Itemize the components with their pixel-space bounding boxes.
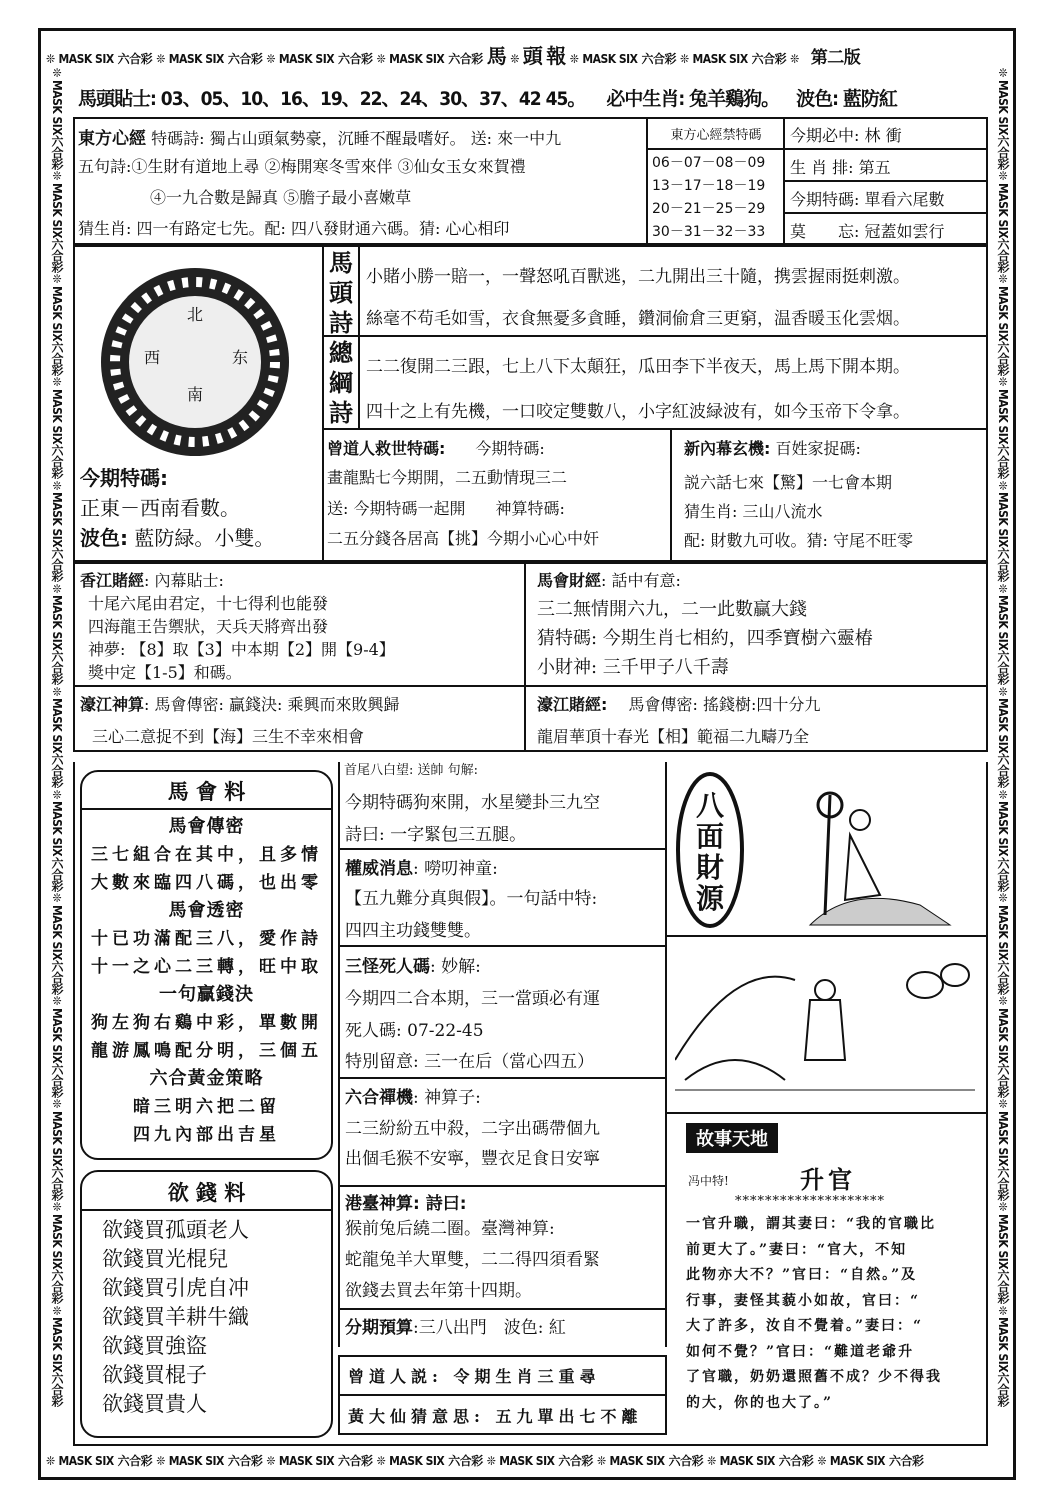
dongfang-title: 東方心經 [78, 129, 146, 149]
border-mask-text: MASK SIX [50, 1317, 64, 1373]
border-mask-text: MASK SIX [582, 52, 638, 66]
divider [670, 428, 672, 562]
story-body [686, 1212, 942, 1416]
info-label: 今期必中: [790, 126, 860, 145]
info-value: 冠蓋如雲行 [864, 222, 945, 241]
story-line: 前更大了。”妻曰：“官大，不知 [686, 1241, 908, 1258]
border-mask-text: MASK SIX [50, 595, 64, 651]
xinneimu-title: 新內幕玄機: [684, 439, 771, 458]
xiangjiang-title: 香江賭經 [80, 571, 145, 590]
mahuiliao-heading: 馬會透密 [168, 900, 245, 921]
divider [338, 1394, 667, 1396]
border-mask-text: MASK SIX [692, 52, 748, 66]
border-liuhecai-text: 六合彩 [996, 1165, 1010, 1201]
border-mask-text: MASK SIX [50, 182, 64, 238]
flower-icon: ❊ [996, 1303, 1010, 1317]
story-line: 的大，你的也大了。” [686, 1394, 834, 1411]
border-liuhecai-text: 六合彩 [50, 753, 64, 788]
border-mask-text: MASK SIX [50, 388, 64, 444]
wave-value: 藍防紅 [842, 88, 897, 110]
border-mask-text: MASK SIX [996, 1213, 1010, 1269]
xinneimu-line: 猜生肖: 三山八流水 [684, 502, 823, 521]
liuhe-sub: : 神算子: [413, 1088, 481, 1108]
zengdaoren-title: 曾道人救世特碼: [327, 439, 446, 458]
yuqianliao-line: 欲錢買棍子 [102, 1363, 207, 1387]
flower-icon: ❊ [996, 478, 1010, 492]
flower-icon: ❊ [996, 891, 1010, 905]
story-line: 了官職，奶奶還照舊不成？少不得我 [686, 1369, 942, 1385]
border-mask-text: MASK SIX [50, 1110, 64, 1166]
border-liuhecai-text: 六合彩 [996, 134, 1010, 170]
border-mask-text: MASK SIX [996, 182, 1010, 238]
border-liuhecai-text: 六合彩 [50, 237, 64, 273]
border-liuhecai-text: 六合彩 [996, 1062, 1010, 1098]
zengdaoren-line: 畫龍點七今期開，二五動情現三二 [327, 468, 568, 487]
forbidden-title: 東方心經禁特碼 [670, 128, 762, 143]
haojiang-dujing-title: 濠江賭經: [537, 695, 608, 714]
flower-icon: ❊ [50, 1097, 64, 1111]
info-label: 莫 忘: [790, 222, 860, 241]
flower-icon: ❊ [707, 1454, 716, 1468]
flower-icon: ❊ [46, 1454, 55, 1468]
flower-icon: ❊ [156, 52, 165, 66]
matou-tips-numbers: 03、05、10、16、19、22、24、30、37、42 45。 [160, 88, 586, 110]
border-mask-text: MASK SIX [996, 801, 1010, 857]
must-zodiac: 兔羊鷄狗。 [689, 88, 780, 110]
border-mask-text: MASK SIX [58, 52, 114, 66]
mahui-caijing-line: 小財神: 三千甲子八千壽 [537, 657, 729, 678]
tema-poem: 特碼詩: 獨占山頭氣勢豪，沉睡不醒最嗜好。 送: 來一中九 [151, 129, 562, 148]
xiangjiang-line: 神夢: 【8】取【3】中本期【2】開【9-4】 [88, 640, 395, 659]
mid-line: 今期特碼狗來開，水星變卦三九空 [345, 793, 600, 813]
divider [785, 180, 988, 182]
border-liuhecai-text: 六合彩 [50, 856, 64, 891]
border-liuhecai-text: 六合彩 [338, 1454, 373, 1468]
sanguai-title: 三怪死人碼 [345, 957, 430, 977]
border-liuhecai-text: 六合彩 [996, 547, 1010, 582]
info-label: 生 肖 排: [790, 158, 854, 177]
border-mask-text: MASK SIX [50, 904, 64, 960]
border-liuhecai-text: 六合彩 [996, 753, 1010, 788]
yuqianliao-line: 欲錢買強盜 [102, 1334, 207, 1358]
flower-icon: ❊ [996, 272, 1010, 286]
flower-icon: ❊ [996, 1097, 1010, 1111]
mid-line: 出個毛猴不安寧，豐衣足食日安寧 [345, 1149, 600, 1169]
left-border-strip [44, 66, 66, 1446]
left-tema-title: 今期特碼: [80, 466, 168, 490]
flower-icon: ❊ [50, 684, 64, 699]
divider [785, 212, 988, 214]
border-mask-text: MASK SIX [996, 79, 1010, 135]
story-line: 此物亦大不？”官曰：“自然。”及 [686, 1267, 918, 1283]
forbidden-list [652, 152, 765, 244]
paper-title-char: 報 [546, 44, 566, 68]
divider [338, 1308, 667, 1310]
bamian-caiyuan-text: 八 面 財 源 [695, 789, 724, 915]
divider [524, 562, 526, 752]
border-liuhecai-text: 六合彩 [50, 1269, 64, 1304]
dead-number-line: 死人碼: 07-22-45 [345, 1021, 484, 1041]
forbidden-row: 30－31－32－33 [652, 224, 766, 240]
zonggang-poem-line: 四十之上有先機，一口咬定雙數八，小字紅波緑波有，如今玉帝下令拿。 [366, 402, 910, 422]
must-zodiac-label: 必中生肖: [606, 88, 685, 110]
zonggang-poem-line: 二二復開二三跟，七上八下太顛狂，瓜田李下半夜天，馬上馬下開本期。 [366, 357, 910, 377]
xiangjiang-lines [88, 592, 395, 684]
border-mask-text: MASK SIX [278, 52, 335, 66]
flower-icon: ❊ [996, 66, 1010, 80]
bottom-border-strip [44, 1452, 1010, 1474]
mahuiliao-line: 龍游鳳鳴配分明，三個五 [91, 1041, 322, 1061]
flower-icon: ❊ [996, 787, 1010, 802]
border-liuhecai-text: 六合彩 [996, 340, 1010, 376]
mid-line: 特別留意: 三一在后（當心四五） [345, 1052, 595, 1072]
divider [338, 1185, 667, 1187]
border-liuhecai-text: 六合彩 [558, 1454, 593, 1468]
zonggang-poem-label: 總 綱 詩 [329, 339, 353, 427]
border-mask-text: MASK SIX [829, 1454, 885, 1468]
story-line: 如何不覺？”官曰：“難道老爺升 [686, 1343, 915, 1360]
flower-icon: ❊ [679, 52, 689, 66]
border-mask-text: MASK SIX [168, 1454, 224, 1468]
mid-line: 詩曰: 一字緊包三五腿。 [345, 825, 527, 845]
mahui-caijing-line: 猜特碼: 今期生肖七相約，四季寶樹六靈椿 [537, 628, 873, 649]
border-liuhecai-text: 六合彩 [50, 1372, 64, 1407]
border-mask-text: MASK SIX [50, 1007, 64, 1063]
border-mask-text: MASK SIX [50, 285, 64, 341]
flower-icon: ❊ [790, 52, 799, 66]
huangdaxian-guess: 黃大仙猜意思: 五九單出七不離 [348, 1407, 643, 1426]
mahuiliao-heading: 六合黃金策略 [149, 1068, 264, 1089]
story-section-tag: 故事天地 [686, 1123, 778, 1153]
mahuiliao-line: 大數來臨四八碼，也出零 [91, 873, 322, 893]
mahuiliao-line: 四九內部出吉星 [133, 1125, 280, 1145]
border-mask-text: MASK SIX [50, 79, 64, 135]
mahuiliao-line: 十已功滿配三八，愛作詩 [91, 929, 322, 949]
mahui-caijing-line: 三二無情開六九，二一此數贏大錢 [537, 599, 807, 620]
border-mask-text: MASK SIX [996, 1317, 1010, 1373]
mahuiliao-line: 狗左狗右鷄中彩，單數開 [91, 1013, 322, 1033]
wuju-line: ④一九合數是歸真 ⑤膽子最小喜嫩草 [150, 188, 412, 207]
flower-icon: ❊ [376, 52, 386, 66]
border-mask-text: MASK SIX [50, 801, 64, 857]
flower-icon: ❊ [50, 1200, 64, 1214]
flower-icon: ❊ [50, 787, 64, 802]
border-liuhecai-text: 六合彩 [50, 547, 64, 582]
man-with-bird-illustration [675, 940, 980, 1105]
matou-poem-line: 絲毫不苟毛如雪，衣食無憂多貪睡，鑽洞偷倉三更窮，温香暖玉化雲烟。 [366, 309, 910, 329]
liuhe-title: 六合禪機 [345, 1088, 413, 1108]
forbidden-row: 06－07－08－09 [652, 155, 766, 171]
border-liuhecai-text: 六合彩 [338, 52, 373, 66]
yuqianliao-line: 欲錢買引虎自冲 [102, 1276, 249, 1300]
border-liuhecai-text: 六合彩 [996, 959, 1010, 995]
wave-label: 波色: [796, 88, 838, 110]
border-liuhecai-text: 六合彩 [668, 1454, 704, 1468]
xinneimu-sub: 百姓家捉碼: [775, 439, 861, 458]
paper-title-char: 馬 [486, 44, 507, 68]
border-liuhecai-text: 六合彩 [50, 444, 64, 479]
border-liuhecai-text: 六合彩 [996, 856, 1010, 891]
wave-label: 波色: [80, 526, 128, 550]
flower-icon: ❊ [156, 1454, 165, 1468]
divider [80, 808, 333, 810]
compass-north: 北 [187, 305, 204, 324]
info-value: 第五 [858, 158, 891, 177]
border-liuhecai-text: 六合彩 [996, 237, 1010, 273]
flower-icon: ❊ [996, 994, 1010, 1008]
flower-icon: ❊ [50, 66, 64, 80]
haojiang-shensuan-title: 濠江神算 [80, 695, 145, 714]
divider [73, 685, 988, 687]
gangtai-title: 港臺神算: 詩曰: [345, 1194, 467, 1214]
yuqianliao-body [102, 1216, 249, 1419]
flower-icon: ❊ [510, 52, 519, 66]
border-liuhecai-text: 六合彩 [50, 959, 64, 995]
story-line: 行事，妻怪其藐小如故，官曰：“ [686, 1292, 921, 1309]
flower-icon: ❊ [569, 52, 579, 66]
zengdaoren-sub: 今期特碼: [475, 439, 545, 458]
haojiang-dujing-sub: 馬會傳密: 搖錢樹:四十分九 [628, 695, 821, 714]
border-mask-text: MASK SIX [996, 595, 1010, 651]
mid-line: 蛇龍兔羊大單雙，二二得四須看緊 [345, 1250, 600, 1270]
border-mask-text: MASK SIX [278, 1454, 335, 1468]
matou-poem-label: 馬 頭 詩 [329, 249, 353, 337]
yuqianliao-line: 欲錢買光棍兒 [102, 1247, 228, 1271]
zengdaoren-line: 二五分錢各居高【挑】今期小心心中奸 [327, 529, 600, 548]
matou-poem-line: 小賭小勝一賠一，一聲怒吼百獸逃，二九開出三十隨，携雲握雨挺刺激。 [366, 267, 910, 287]
mahuiliao-title: 馬 會 料 [167, 780, 246, 804]
mid-line: 四四主功錢雙雙。 [345, 921, 481, 941]
flower-icon: ❊ [50, 891, 64, 905]
border-mask-text: MASK SIX [58, 1454, 114, 1468]
wave-value: 藍防緑。小雙。 [134, 526, 275, 550]
mahuiliao-heading: 一句贏錢決 [159, 984, 254, 1005]
compass-south: 南 [187, 385, 204, 404]
flower-icon: ❊ [50, 581, 64, 596]
xinneimu-line: 説六話七來【驚】一七會本期 [684, 473, 893, 492]
border-liuhecai-text: 六合彩 [50, 650, 64, 685]
haojiang-shensuan-sub: : 馬會傳密: 贏錢決: 乘興而來敗興歸 [144, 695, 400, 714]
border-mask-text: MASK SIX [389, 1454, 445, 1468]
forbidden-row: 20－21－25－29 [652, 201, 766, 217]
border-liuhecai-text: 六合彩 [50, 1062, 64, 1098]
right-border-strip [990, 66, 1012, 1446]
story-line: 大了許多，汝自不覺着。”妻曰：“ [686, 1318, 924, 1334]
divider [80, 1209, 333, 1211]
border-mask-text: MASK SIX [996, 492, 1010, 548]
divider [667, 1112, 988, 1114]
clipped-heading: 首尾八白望: 送帥 句解: [344, 763, 479, 778]
xinneimu-line: 配: 財數九可收。猜: 守尾不旺零 [684, 531, 913, 550]
border-mask-text: MASK SIX [996, 388, 1010, 444]
divider [785, 148, 988, 150]
border-liuhecai-text: 六合彩 [641, 52, 676, 66]
xiangjiang-line: 四海龍王告禦狀，天兵天將齊出發 [88, 617, 329, 636]
top-border-strip [44, 40, 1010, 68]
border-liuhecai-text: 六合彩 [227, 1454, 263, 1468]
flower-icon: ❊ [50, 478, 64, 492]
border-mask-text: MASK SIX [996, 1007, 1010, 1063]
border-mask-text: MASK SIX [609, 1454, 665, 1468]
border-liuhecai-text: 六合彩 [50, 340, 64, 376]
flower-icon: ❊ [266, 1454, 275, 1468]
quanwei-sub: : 嘮叨神童: [413, 859, 498, 879]
border-mask-text: MASK SIX [996, 285, 1010, 341]
paper-title-char: 頭 [522, 44, 543, 68]
border-mask-text: MASK SIX [50, 698, 64, 754]
flower-icon: ❊ [50, 1303, 64, 1317]
flower-icon: ❊ [50, 994, 64, 1008]
border-liuhecai-text: 六合彩 [996, 1372, 1010, 1407]
god-of-wealth-illustration [750, 775, 980, 935]
border-liuhecai-text: 六合彩 [996, 444, 1010, 479]
compass-east: 东 [232, 348, 249, 367]
border-mask-text: MASK SIX [389, 52, 445, 66]
border-mask-text: MASK SIX [996, 904, 1010, 960]
mid-line: 欲錢去買去年第十四期。 [345, 1281, 532, 1301]
fenqi-title: 分期預算 [345, 1318, 413, 1338]
xiangjiang-sub: : 內幕貼士: [144, 571, 224, 590]
yuqianliao-line: 欲錢買貴人 [102, 1392, 207, 1416]
border-mask-text: MASK SIX [996, 1110, 1010, 1166]
border-liuhecai-text: 六合彩 [117, 52, 153, 66]
divider [338, 945, 667, 947]
xiangjiang-line: 獎中定【1-5】和碼。 [88, 663, 242, 682]
quanwei-title: 權威消息 [345, 859, 413, 879]
border-liuhecai-text: 六合彩 [448, 1454, 483, 1468]
flower-icon: ❊ [996, 169, 1010, 183]
mahuiliao-line: 十一之心二三轉，旺中取 [91, 957, 322, 977]
border-liuhecai-text: 六合彩 [448, 52, 483, 66]
story-prefix: 冯中特! [688, 1174, 729, 1188]
flower-icon: ❊ [996, 684, 1010, 699]
divider [322, 428, 988, 430]
border-liuhecai-text: 六合彩 [50, 1165, 64, 1201]
border-liuhecai-text: 六合彩 [751, 52, 787, 66]
mahuiliao-line: 暗三明六把二留 [133, 1097, 280, 1117]
wuju-line: ①生財有道地上尋 ②梅開寒冬雪來伴 ③仙女玉女來賀禮 [131, 157, 526, 176]
flower-icon: ❊ [486, 1454, 496, 1468]
flower-icon: ❊ [266, 52, 275, 66]
zeng-says: 曾道人説: 令期生肖三重尋 [348, 1367, 601, 1386]
forbidden-row: 13－17－18－19 [652, 178, 766, 194]
border-liuhecai-text: 六合彩 [227, 52, 263, 66]
border-mask-text: MASK SIX [499, 1454, 555, 1468]
flower-icon: ❊ [996, 1200, 1010, 1214]
border-mask-text: MASK SIX [50, 1213, 64, 1269]
header-line [78, 84, 897, 111]
guess-zodiac-line: 猜生肖: 四一有路定七先。配: 四八發財通六碼。猜: 心心相印 [78, 219, 510, 238]
border-liuhecai-text: 六合彩 [778, 1454, 814, 1468]
matou-tips-label: 馬頭貼士: [78, 88, 156, 110]
left-tema-line: 正東－西南看數。 [80, 496, 240, 520]
mahuiliao-heading: 馬會傳密 [168, 816, 245, 837]
story-line: 一官升職，謂其妻曰：“我的官職比 [686, 1216, 937, 1232]
mahuiliao-line: 三七組合在其中，且多情 [91, 845, 322, 865]
mahuiliao-body [80, 813, 333, 1149]
wuju-label: 五句詩: [78, 157, 132, 176]
mid-line: 【五九難分真與假】。一句話中特: [345, 889, 598, 909]
info-value: 林 衝 [864, 126, 902, 145]
border-liuhecai-text: 六合彩 [117, 1454, 153, 1468]
divider [646, 148, 785, 150]
border-mask-text: MASK SIX [50, 492, 64, 548]
mahui-caijing-sub: : 話中有意: [601, 571, 681, 590]
info-label: 今期特碼: [790, 190, 860, 209]
border-mask-text: MASK SIX [996, 698, 1010, 754]
xiangjiang-line: 十尾六尾由君定，十七得利也能發 [88, 594, 329, 613]
fenqi-value: :三八出門 波色: 紅 [413, 1318, 566, 1338]
border-liuhecai-text: 六合彩 [996, 650, 1010, 685]
border-liuhecai-text: 六合彩 [996, 1269, 1010, 1304]
divider [646, 117, 648, 245]
haojiang-dujing-line: 龍眉華頂十春光【相】範福二九疇乃全 [537, 727, 810, 746]
mid-line: 猴前兔后繞二圈。臺灣神算: [345, 1219, 555, 1239]
divider [338, 848, 667, 850]
sanguai-sub: : 妙解: [430, 957, 481, 977]
flower-icon: ❊ [50, 375, 64, 389]
flower-icon: ❊ [50, 272, 64, 286]
mahui-caijing-lines [537, 595, 873, 682]
border-liuhecai-text: 六合彩 [888, 1454, 924, 1468]
divider [338, 1077, 667, 1079]
story-title: 升官 [800, 1165, 856, 1194]
border-mask-text: MASK SIX [719, 1454, 775, 1468]
info-value: 單看六尾數 [864, 190, 945, 209]
divider [667, 935, 988, 937]
flower-icon: ❊ [996, 375, 1010, 389]
flower-icon: ❊ [996, 581, 1010, 596]
flower-icon: ❊ [596, 1454, 606, 1468]
flower-icon: ❊ [376, 1454, 386, 1468]
yuqianliao-line: 欲錢買羊耕牛織 [102, 1305, 249, 1329]
border-mask-text: MASK SIX [168, 52, 224, 66]
zengdaoren-line: 送: 今期特碼一起開 [327, 499, 466, 518]
mid-line: 二三紛紛五中殺，二字出碼帶個九 [345, 1119, 600, 1139]
compass-wheel-image [95, 262, 295, 462]
flower-icon: ❊ [817, 1454, 826, 1468]
compass-west: 西 [144, 348, 161, 367]
border-liuhecai-text: 六合彩 [50, 134, 64, 170]
divider [322, 335, 988, 337]
story-stars: ******************** [735, 1194, 885, 1209]
zengdaoren-sub: 神算特碼: [495, 499, 565, 518]
flower-icon: ❊ [46, 52, 55, 66]
yuqianliao-line: 欲錢買孤頭老人 [102, 1218, 249, 1242]
mid-line: 今期四二合本期，三一當頭必有運 [345, 989, 600, 1009]
edition-label: 第二版 [810, 48, 861, 68]
flower-icon: ❊ [50, 169, 64, 183]
haojiang-shensuan-line: 三心二意捉不到【海】三生不幸來相會 [92, 727, 365, 746]
mahui-caijing-title: 馬會財經 [537, 571, 602, 590]
yuqianliao-title: 欲 錢 料 [167, 1181, 246, 1205]
